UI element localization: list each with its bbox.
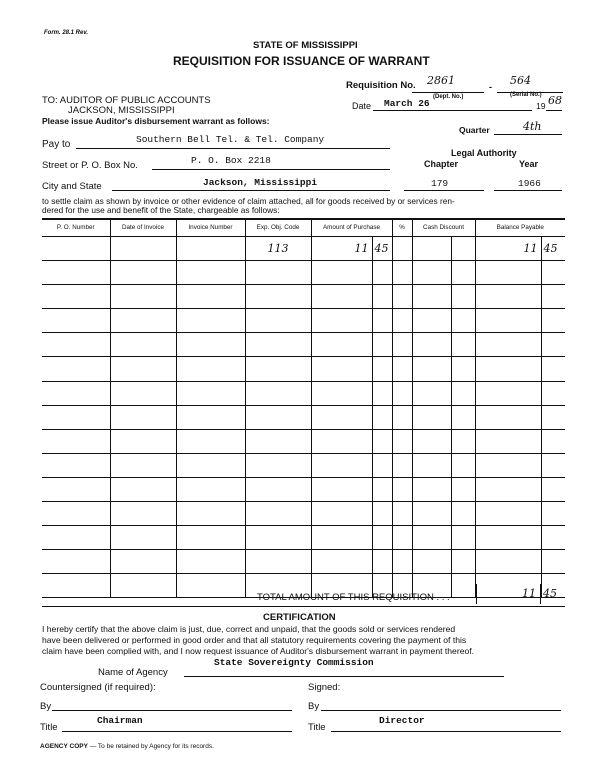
invoice-cell [176, 237, 245, 261]
footer-retention-note: — To be retained by Agency for its records. [87, 743, 214, 750]
percent-cell [392, 237, 412, 261]
date-value: March 26 [384, 98, 430, 109]
table-row [42, 502, 565, 526]
title-left-label: Title [40, 722, 58, 733]
col-date-of-invoice: Date of Invoice [110, 219, 176, 237]
by-right-line [321, 710, 561, 711]
col-balance-payable: Balance Payable [475, 219, 565, 237]
form-title: REQUISITION FOR ISSUANCE OF WARRANT [173, 54, 430, 68]
col-po-number: P. O. Number [42, 219, 110, 237]
serial-number: 564 [510, 74, 531, 87]
table-row [42, 285, 565, 309]
table-row [42, 237, 565, 261]
table-row [42, 453, 565, 477]
table-row [42, 357, 565, 381]
street-value: P. O. Box 2218 [191, 155, 271, 166]
col-amount-of-purchase: Amount of Purchase [311, 219, 392, 237]
quarter-value: 4th [523, 120, 542, 133]
balance-dollars-cell: 11 [475, 237, 541, 261]
discount-cents-cell [451, 237, 475, 261]
footer-note [40, 743, 214, 750]
table-header-row [42, 219, 565, 237]
table-row [42, 333, 565, 357]
by-left-line [52, 710, 292, 711]
requisition-label: Requisition No. [346, 80, 416, 91]
table-row [42, 526, 565, 550]
code-cell: 113 [245, 237, 311, 261]
certification-line-2: have been delivered or performed in good order and that all statutory requirements covering the payment of this [42, 635, 467, 645]
table-row [42, 309, 565, 333]
city-value: Jackson, Mississippi [203, 177, 318, 188]
countersigned-label: Countersigned (if required): [40, 682, 156, 693]
legal-authority-label: Legal Authority [451, 148, 517, 158]
year-prefix: 19 [536, 101, 546, 111]
chapter-value: 179 [431, 178, 449, 189]
state-heading: STATE OF MISSISSIPPI [253, 40, 358, 51]
col-percent: % [392, 219, 412, 237]
footer-agency-copy: AGENCY COPY [40, 743, 88, 750]
pay-to-value: Southern Bell Tel. & Tel. Company [136, 134, 325, 145]
certification-title: CERTIFICATION [263, 612, 336, 623]
table-row [42, 429, 565, 453]
instruction: Please issue Auditor's disbursement warrant as follows: [42, 116, 270, 126]
table-row [42, 550, 565, 574]
certification-line-3: claim have been complied with, and I now request issuance of Auditor's disbursement warrant in payment thereof. [42, 646, 475, 656]
total-bottom-rule [42, 606, 565, 607]
settle-line-1: to settle claim as shown by invoice or other evidence of claim attached, all for goods received by or services ren- [42, 196, 455, 206]
agency-value: State Sovereignty Commission [214, 657, 374, 668]
total-dollars: 11 [522, 587, 536, 600]
po-cell [42, 237, 110, 261]
date-line [373, 110, 532, 111]
by-left-label: By [40, 701, 52, 712]
year-authority-label: Year [519, 159, 539, 169]
street-label: Street or P. O. Box No. [42, 160, 138, 171]
title-left-value: Chairman [97, 715, 143, 726]
pay-to-label: Pay to [42, 139, 71, 150]
table-row [42, 261, 565, 285]
col-invoice-number: Invoice Number [176, 219, 245, 237]
amount-dollars-cell: 11 [311, 237, 372, 261]
street-line [152, 169, 390, 170]
pay-to-line [76, 148, 390, 149]
total-label: TOTAL AMOUNT OF THIS REQUISITION . . . [257, 592, 450, 603]
balance-cents-cell: 45 [541, 237, 565, 261]
agency-line [184, 676, 504, 677]
signed-label: Signed: [308, 682, 341, 693]
col-cash-discount: Cash Discount [412, 219, 475, 237]
table-row [42, 381, 565, 405]
requisition-dash: - [489, 82, 492, 92]
title-left-line [62, 731, 292, 732]
certification-line-1: I hereby certify that the above claim is just, due, correct and unpaid, that the goods sold or services rendered [42, 624, 456, 634]
amount-cents-cell: 45 [372, 237, 392, 261]
chapter-label: Chapter [424, 159, 459, 169]
date-cell [110, 237, 176, 261]
to-line-2: JACKSON, MISSISSIPPI [68, 105, 175, 116]
col-exp-obj-code: Exp. Obj. Code [245, 219, 311, 237]
form-number: Form. 28.1 Rev. [44, 30, 89, 36]
dept-no-label: (Dept. No.) [433, 94, 464, 100]
total-cents: 45 [543, 587, 557, 600]
requisition-dept-line [412, 92, 484, 93]
authority-year-value: 1966 [518, 178, 541, 189]
to-line-1: TO: AUDITOR OF PUBLIC ACCOUNTS [42, 95, 211, 106]
quarter-line [494, 134, 562, 135]
by-right-label: By [308, 701, 320, 712]
settle-line-2: dered for the use and benefit of the State, chargeable as follows: [42, 205, 280, 215]
table-row [42, 477, 565, 501]
agency-label: Name of Agency [98, 667, 168, 678]
year-value: 68 [548, 94, 562, 107]
quarter-label: Quarter [459, 125, 490, 135]
date-label: Date [352, 101, 372, 111]
claim-table [42, 219, 565, 598]
title-right-line [331, 731, 561, 732]
total-cents-divider [540, 584, 541, 604]
city-label: City and State [42, 181, 102, 192]
serial-no-label: (Serial No.) [510, 92, 542, 98]
title-right-label: Title [308, 722, 326, 733]
requisition-number: 2861 [427, 74, 455, 87]
title-right-value: Director [379, 715, 425, 726]
chapter-line [404, 190, 484, 191]
table-row [42, 405, 565, 429]
city-line [112, 190, 390, 191]
authority-year-line [494, 190, 562, 191]
year-line [546, 110, 562, 111]
discount-dollars-cell [412, 237, 451, 261]
